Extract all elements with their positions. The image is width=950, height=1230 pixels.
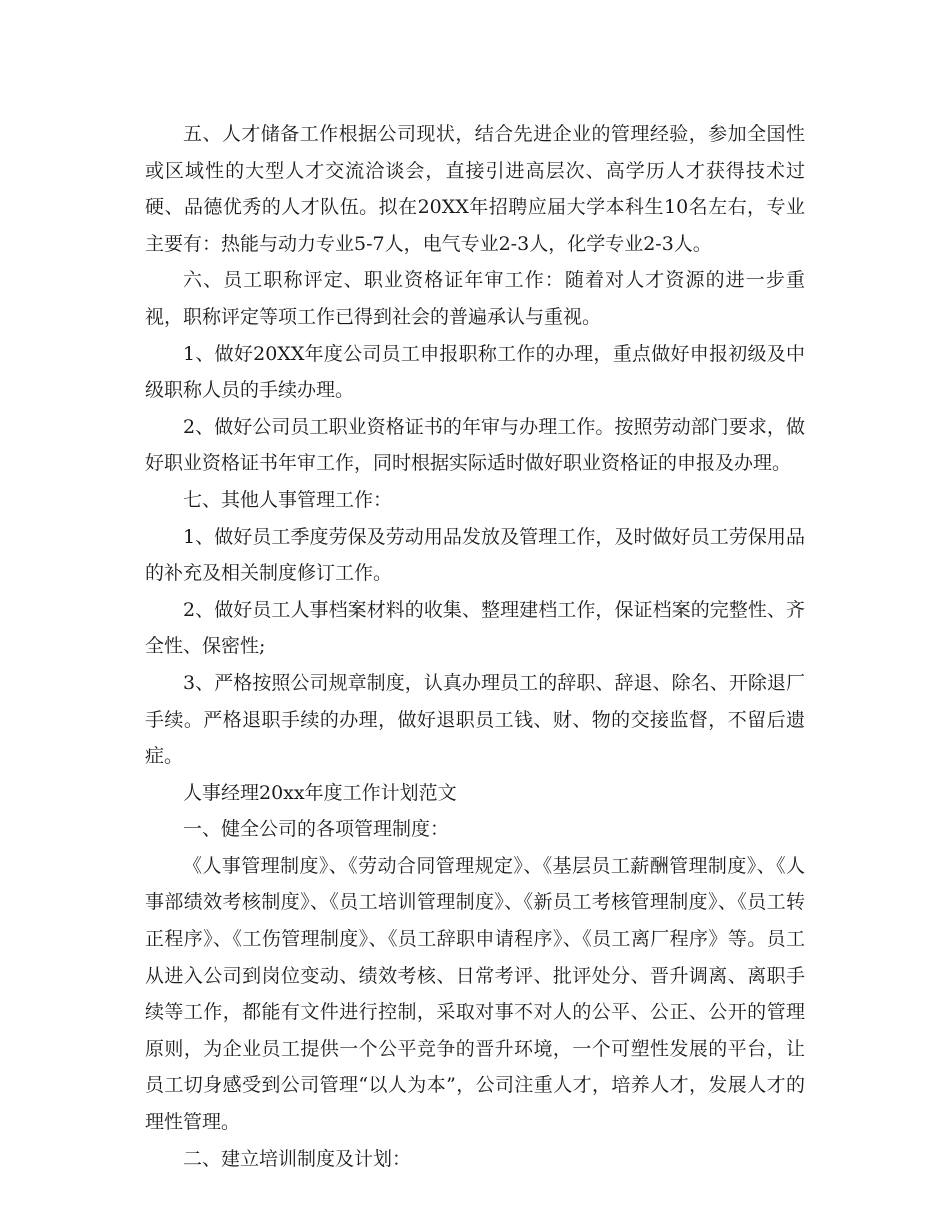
paragraph-labor-protection: 1、做好员工季度劳保及劳动用品发放及管理工作，及时做好员工劳保用品的补充及相关制度修订工作。 <box>145 525 805 585</box>
paragraph-system-list: 《人事管理制度》、《劳动合同管理规定》、《基层员工薪酬管理制度》、《人事部绩效考核制度》、《员工培训管理制度》、《新员工考核管理制度》、《员工转正程序》、《工伤管理制度》、《员工辞职申请程序》、《员工离厂程序》等。员工从进入公司到岗位变动、绩效考核、日常考评、批评处分、晋升调离、离职手续等工作，都能有文件进行控制，采取对事不对人的公平、公正、公开的管理原则，为企业员工提供一个公平竞争的晋升环境，一个可塑性发展的平台，让员工切身感受到公司管理“以人为本”，公司注重人才，培养人才，发展人才的理性管理。 <box>145 854 805 1134</box>
paragraph-training-system: 二、建立培训制度及计划： <box>183 1147 412 1170</box>
document-body <box>145 116 805 1177</box>
paragraph-personnel-files: 2、做好员工人事档案材料的收集、整理建档工作，保证档案的完整性、齐全性、保密性; <box>145 598 805 658</box>
paragraph-title-evaluation: 六、员工职称评定、职业资格证年审工作：随着对人才资源的进一步重视，职称评定等项工作已得到社会的普遍承认与重视。 <box>145 269 805 328</box>
paragraph-title-application: 1、做好20XX年度公司员工申报职称工作的办理，重点做好申报初级及中级职称人员的手续办理。 <box>145 342 805 402</box>
paragraph-management-system: 一、健全公司的各项管理制度： <box>183 818 450 841</box>
paragraph-talent-reserve: 五、人才储备工作根据公司现状，结合先进企业的管理经验，参加全国性或区域性的大型人才交流洽谈会，直接引进高层次、高学历人才获得技术过硬、品德优秀的人才队伍。拟在20XX年招聘应届大学本科生10名左右，专业主要有：热能与动力专业5-7人，电气专业2-3人，化学专业2-3人。 <box>145 123 805 255</box>
paragraph-resignation-procedure: 3、严格按照公司规章制度，认真办理员工的辞职、辞退、除名、开除退厂手续。严格退职手续的办理，做好退职员工钱、财、物的交接监督，不留后遗症。 <box>145 671 805 768</box>
paragraph-section-title: 人事经理20xx年度工作计划范文 <box>183 781 457 804</box>
paragraph-other-hr-work: 七、其他人事管理工作： <box>183 488 393 511</box>
paragraph-certificate-review: 2、做好公司员工职业资格证书的年审与办理工作。按照劳动部门要求，做好职业资格证书年审工作，同时根据实际适时做好职业资格证的申报及办理。 <box>145 415 805 475</box>
